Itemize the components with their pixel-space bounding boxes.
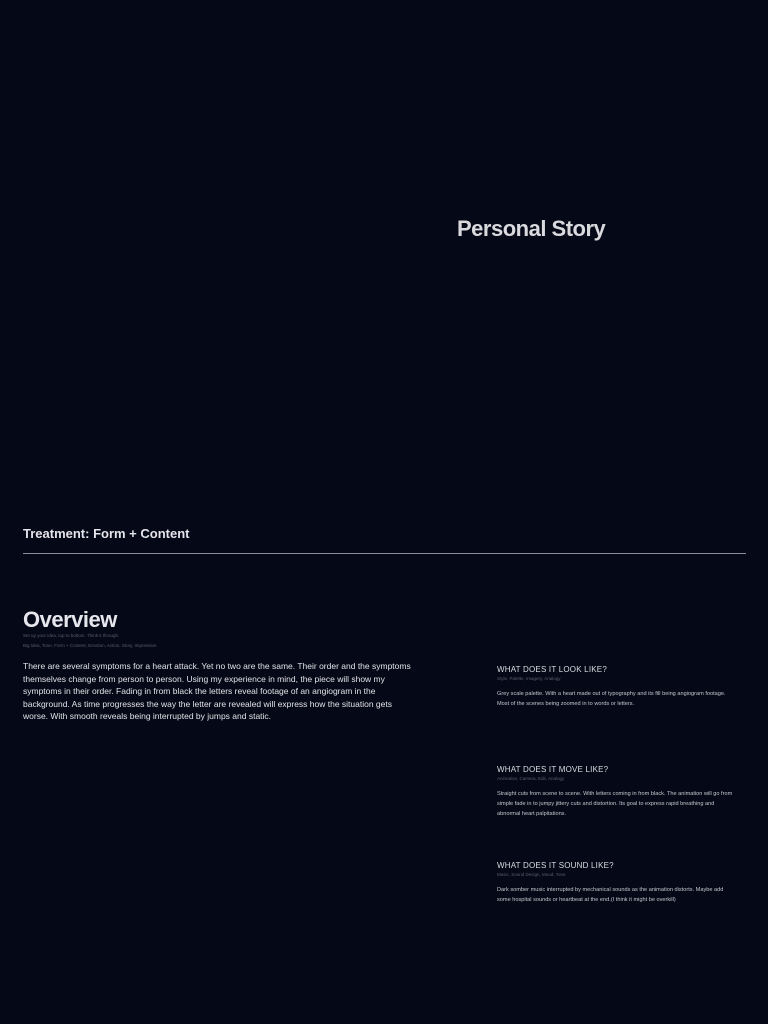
overview-hint-topics: Big Idea, Tone, Form + Content, Emotion, Action, Story, Impression <box>23 643 157 648</box>
page-title: Personal Story <box>457 216 606 241</box>
move-subtitle: Animation, Camera, Edit, Analogy <box>497 776 565 781</box>
move-section <box>497 765 737 819</box>
move-body: Straight cuts from scene to scene. With letters coming in from black. The animation will go from simple fade in to jumpy jittery cuts and distortion. Its goal to express rapid breathing and abnormal heart palpitations. <box>497 791 733 817</box>
sound-title: WHAT DOES IT SOUND LIKE? <box>497 861 614 870</box>
sound-subtitle: Music, Sound Design, Mood, Tone <box>497 872 566 877</box>
look-body: Grey scale palette. With a heart made out of typography and its fill being angiogram footage. Most of the scenes being zoomed in to words or letters. <box>497 691 726 707</box>
overview-body: There are several symptoms for a heart attack. Yet no two are the same. Their order and the symptoms themselves change from person to person. Using my experience in mind, the piece will show my symptoms in their order. Fading in from black the letters reveal footage of an angiogram in the background. As time progresses the way the letter are revealed will express how the situation gets worse. With smooth reveals being interrupted by jumps and static. <box>23 661 411 722</box>
look-subtitle: Style, Palette, Imagery, Analogy <box>497 676 561 681</box>
section-divider <box>23 553 746 554</box>
look-section <box>497 665 737 709</box>
sound-section <box>497 861 737 905</box>
overview-title: Overview <box>23 607 117 632</box>
move-title: WHAT DOES IT MOVE LIKE? <box>497 765 609 774</box>
treatment-heading: Treatment: Form + Content <box>23 526 190 541</box>
look-title: WHAT DOES IT LOOK LIKE? <box>497 665 607 674</box>
sound-body: Dark somber music interrupted by mechanical sounds as the animation distorts. Maybe add some hospital sounds or heartbeat at the end.(I think it might be overkill) <box>497 887 724 903</box>
overview-hint: Set up your idea, top to bottom. Think it through. <box>23 633 120 638</box>
